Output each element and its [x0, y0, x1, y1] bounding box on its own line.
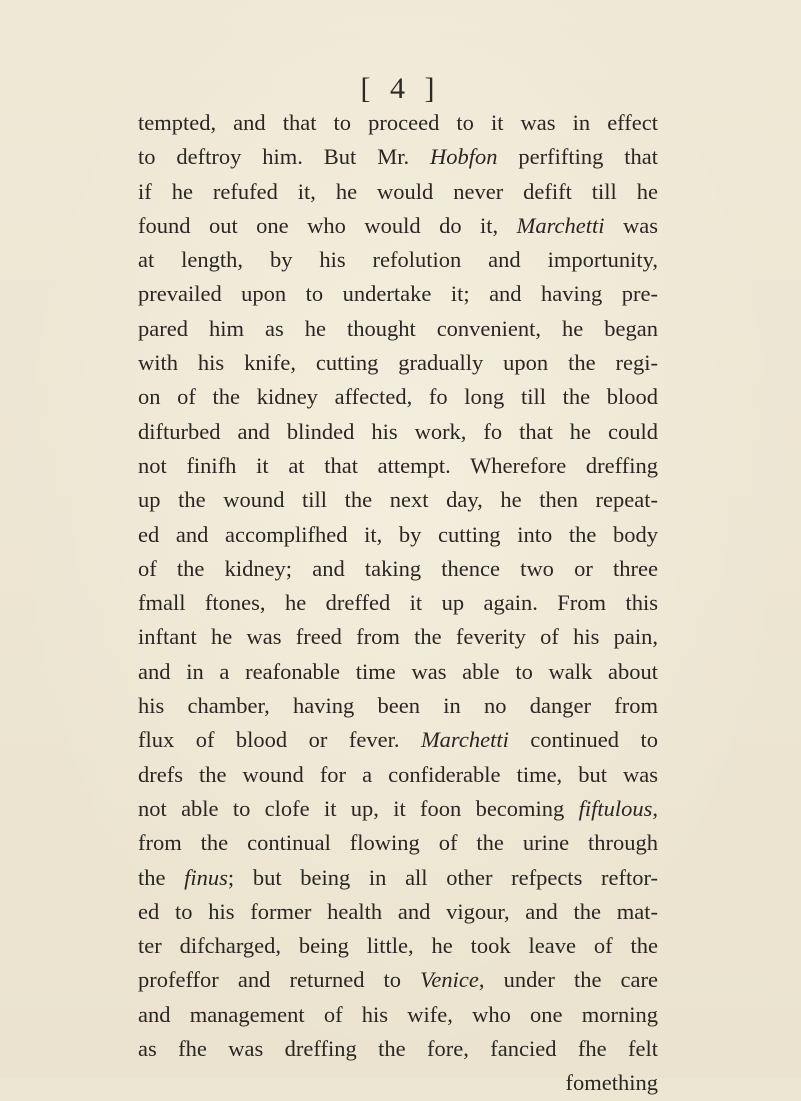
text-segment: ed and accomplifhed it, by cutting into the body: [138, 521, 658, 547]
text-line: [138, 312, 658, 346]
text-line: [138, 758, 658, 792]
text-line: [138, 552, 658, 586]
body-text: [138, 106, 658, 1101]
text-line: [138, 620, 658, 654]
text-line: [138, 449, 658, 483]
text-segment: , under the care: [478, 967, 658, 993]
text-line: [138, 106, 658, 140]
text-line: [138, 929, 658, 963]
text-line: [138, 346, 658, 380]
text-line: [138, 998, 658, 1032]
text-segment: the: [138, 864, 185, 890]
text-segment: of the kidney; and taking thence two or three: [138, 555, 658, 581]
text-segment: with his knife, cutting gradually upon the regi-: [138, 350, 658, 376]
text-line: [138, 140, 658, 174]
text-segment: perfifting that: [497, 144, 658, 170]
text-segment: at length, by his refolution and importunity,: [138, 247, 658, 273]
text-segment: fomething: [565, 1070, 658, 1096]
text-line: [138, 380, 658, 414]
text-segment: and in a reafonable time was able to walk about: [138, 658, 658, 684]
text-segment: as fhe was dreffing the fore, fancied fhe felt: [138, 1036, 658, 1062]
text-segment: ,: [652, 795, 658, 821]
text-line: [138, 792, 658, 826]
text-segment: his chamber, having been in no danger from: [138, 693, 658, 719]
text-line: [138, 861, 658, 895]
text-segment: prevailed upon to undertake it; and having pre-: [138, 281, 658, 307]
text-line: [138, 243, 658, 277]
text-segment: profeffor and returned to: [138, 967, 421, 993]
italic-text: Venice: [420, 967, 479, 993]
text-segment: from the continual flowing of the urine through: [138, 830, 658, 856]
text-line: [138, 1032, 658, 1066]
text-segment: pared him as he thought convenient, he began: [138, 315, 658, 341]
text-line: [138, 1066, 658, 1100]
text-segment: drefs the wound for a confiderable time, but was: [138, 761, 658, 787]
text-line: [138, 895, 658, 929]
text-segment: not finifh it at that attempt. Wherefore dreffing: [138, 452, 658, 478]
text-line: [138, 586, 658, 620]
italic-text: fiftulous: [578, 795, 653, 821]
text-segment: ed to his former health and vigour, and the mat-: [138, 898, 658, 924]
page-number: [ 4 ]: [360, 72, 441, 105]
text-line: [138, 175, 658, 209]
text-segment: not able to clofe it up, it foon becoming: [138, 795, 579, 821]
text-segment: found out one who would do it,: [138, 212, 517, 238]
italic-text: Marchetti: [420, 727, 509, 753]
text-line: [138, 963, 658, 997]
text-segment: up the wound till the next day, he then repeat-: [138, 487, 658, 513]
text-line: [138, 209, 658, 243]
text-segment: to deftroy him. But Mr.: [138, 144, 430, 170]
text-line: [138, 723, 658, 757]
text-segment: fmall ftones, he dreffed it up again. From this: [138, 590, 658, 616]
text-line: [138, 655, 658, 689]
text-segment: on of the kidney affected, fo long till the blood: [138, 384, 658, 410]
text-line: [138, 518, 658, 552]
text-segment: ter difcharged, being little, he took leave of the: [138, 933, 658, 959]
italic-text: finus: [184, 864, 228, 890]
text-segment: tempted, and that to proceed to it was in effect: [138, 110, 658, 135]
text-line: [138, 415, 658, 449]
text-line: [138, 689, 658, 723]
text-line: [138, 483, 658, 517]
text-line: [138, 826, 658, 860]
italic-text: Marchetti: [516, 212, 605, 238]
italic-text: Hobfon: [429, 144, 498, 170]
text-segment: if he refufed it, he would never defift till he: [138, 178, 658, 204]
text-segment: inftant he was freed from the feverity of his pain,: [138, 624, 658, 650]
text-segment: was: [604, 212, 658, 238]
text-line: [138, 277, 658, 311]
text-segment: and management of his wife, who one morning: [138, 1001, 658, 1027]
text-segment: difturbed and blinded his work, fo that he could: [138, 418, 658, 444]
text-segment: flux of blood or fever.: [138, 727, 421, 753]
text-segment: ; but being in all other refpects reftor-: [227, 864, 658, 890]
text-segment: continued to: [508, 727, 658, 753]
